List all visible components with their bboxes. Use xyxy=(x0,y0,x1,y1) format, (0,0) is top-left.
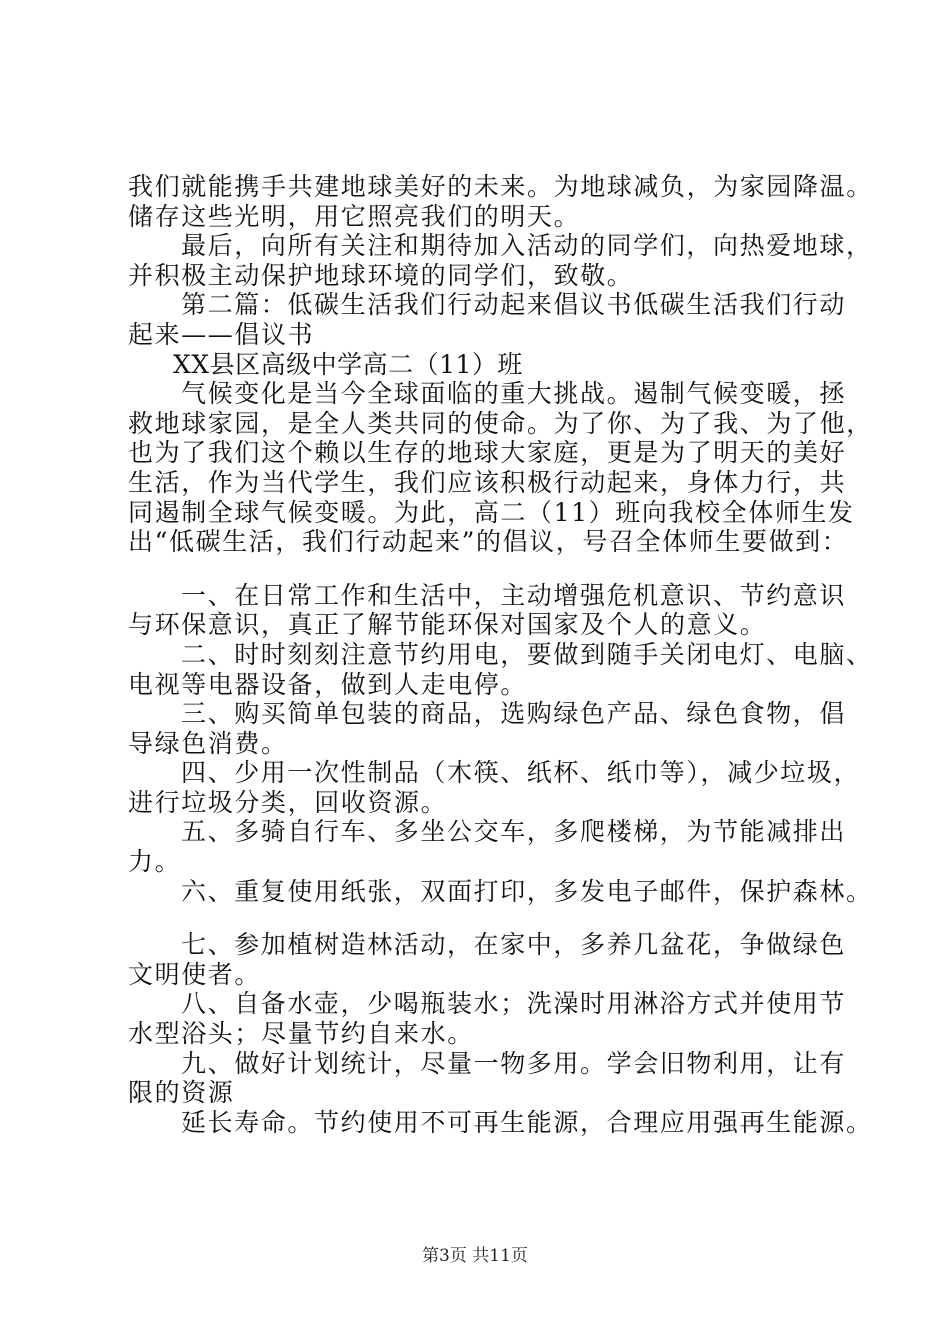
list-item: 三、购买简单包装的商品，选购绿色产品、绿色食物，倡 xyxy=(181,699,847,729)
list-item: 一、在日常工作和生活中，主动增强危机意识、节约意识 xyxy=(181,580,847,610)
list-item: 限的资源 xyxy=(128,1078,235,1108)
text-line: 气候变化是当今全球面临的重大挑战。遏制气候变暖，拯 xyxy=(181,379,847,409)
school-name: XX县区高级中学高二（11）班 xyxy=(173,349,523,379)
text-line: 我们就能携手共建地球美好的未来。为地球减负，为家园降温。 xyxy=(128,172,873,201)
section-heading: 起来——倡议书 xyxy=(128,319,315,349)
page-number: 第3页 共11页 xyxy=(422,1246,528,1266)
list-item: 八、自备水壶，少喝瓶装水；洗澡时用淋浴方式并使用节 xyxy=(181,989,847,1019)
text-line: 并积极主动保护地球环境的同学们，致敬。 xyxy=(128,260,634,290)
list-item: 与环保意识，真正了解节能环保对国家及个人的意义。 xyxy=(128,610,767,640)
text-line: 救地球家园，是全人类共同的使命。为了你、为了我、为了他， xyxy=(128,408,873,438)
list-item: 水型浴头；尽量节约自来水。 xyxy=(128,1019,474,1049)
text-line: 最后，向所有关注和期待加入活动的同学们，向热爱地球， xyxy=(181,231,873,261)
text-line: 出“低碳生活，我们行动起来”的倡议，号召全体师生要做到： xyxy=(128,527,849,557)
section-heading: 第二篇：低碳生活我们行动起来倡议书低碳生活我们行动 xyxy=(181,290,847,320)
list-item: 文明使者。 xyxy=(128,959,262,989)
document-body xyxy=(128,172,873,1137)
list-item: 九、做好计划统计，尽量一物多用。学会旧物利用，让有 xyxy=(181,1048,847,1078)
list-item: 力。 xyxy=(128,847,182,877)
list-item: 导绿色消费。 xyxy=(128,728,288,758)
paragraph-gap xyxy=(128,906,854,930)
list-item: 进行垃圾分类，回收资源。 xyxy=(128,787,448,817)
text-line: 同遏制全球气候变暖。为此，高二（11）班向我校全体师生发 xyxy=(128,497,855,527)
list-item: 六、重复使用纸张，双面打印，多发电子邮件，保护森林。 xyxy=(181,876,873,906)
page-footer xyxy=(0,1241,950,1266)
list-item: 四、少用一次性制品（木筷、纸杯、纸巾等），减少垃圾， xyxy=(181,758,861,788)
list-item: 七、参加植树造林活动，在家中，多养几盆花，争做绿色 xyxy=(181,930,847,960)
list-item: 二、时时刻刻注意节约用电，要做到随手关闭电灯、电脑、 xyxy=(181,639,873,669)
text-line: 生活，作为当代学生，我们应该积极行动起来，身体力行，共 xyxy=(128,467,847,497)
list-item: 五、多骑自行车、多坐公交车，多爬楼梯，为节能减排出 xyxy=(181,817,847,847)
list-item: 延长寿命。节约使用不可再生能源，合理应用强再生能源。 xyxy=(181,1107,873,1137)
text-line: 也为了我们这个赖以生存的地球大家庭，更是为了明天的美好 xyxy=(128,438,847,468)
text-line: 储存这些光明，用它照亮我们的明天。 xyxy=(128,201,581,231)
list-item: 电视等电器设备，做到人走电停。 xyxy=(128,669,528,699)
paragraph-gap xyxy=(128,557,854,581)
